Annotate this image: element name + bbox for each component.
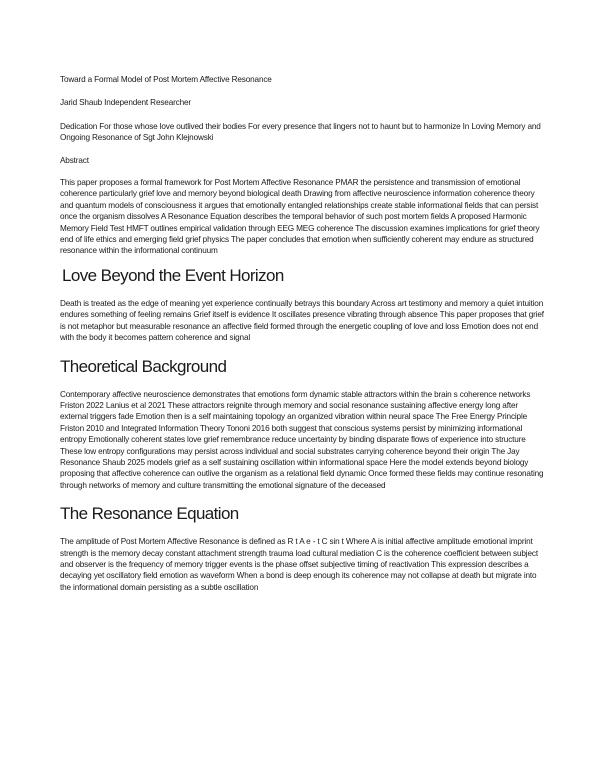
- section-heading-resonance-equation: The Resonance Equation: [60, 504, 239, 524]
- paper-title: Toward a Formal Model of Post Mortem Affective Resonance: [60, 75, 272, 84]
- abstract-heading: Abstract: [60, 155, 89, 165]
- section-body-theoretical-background: Contemporary affective neuroscience demonstrates that emotions form dynamic stable attractors within the brain s coherence networks Friston 2022 Lanius et al 2021 These attractors reignite through memory and social resonance sustaining affective energy long after external triggers fade Emotion then is a self maintaining topology an organized vibration within neural space The Free Energy Principle Friston 2010 and Integrated Information Theory Tononi 2016 both suggest that conscious systems persist by minimizing informational entropy Emotionally coherent states love grief remembrance reduce uncertainty by binding disparate flows of experience into structure These low entropy configurations may persist across individual and social substrates carrying coherence beyond their origin The Jay Resonance Shaub 2025 models grief as a self sustaining oscillation within informational space Here the model extends beyond biology proposing that affective coherence can outlive the organism as a relational field dynamic Once formed these fields may continue resonating through networks of memory and culture transmitting the emotional signature of the deceased: [60, 389, 544, 490]
- section-body-resonance-equation: The amplitude of Post Mortem Affective Resonance is defined as R t A e - t C sin t Where A is initial affective amplitude emotional imprint strength is the memory decay constant attachment strength trauma load cultural mediation C is the coherence coefficient between subject and observer is the frequency of memory trigger events is the phase offset subjective timing of reactivation This expression describes a decaying yet oscillatory field emotion as waveform When a bond is deep enough its coherence may not collapse at death but migrate into the informational domain persisting as a subtle oscillation: [60, 537, 538, 592]
- section-heading-love-beyond: Love Beyond the Event Horizon: [62, 265, 284, 285]
- abstract-text: This paper proposes a formal framework for Post Mortem Affective Resonance PMAR the persistence and transmission of emotional coherence particularly grief love and memory beyond biological death Drawing from affective neuroscience information coherence theory and quantum models of consciousness it argues that emotionally entangled relationships create stable informational fields that can persist once the organism dissolves A Resonance Equation describes the temporal behavior of such post mortem fields A proposed Harmonic Memory Field Test HMFT outlines empirical validation through EEG MEG coherence The discussion examines implications for grief theory end of life ethics and emerging field grief physics The paper concludes that emotion when sufficiently coherent may endure as structured resonance within the informational continuum: [60, 178, 540, 256]
- section-body-love-beyond: Death is treated as the edge of meaning yet experience continually betrays this boundary Across art testimony and memory a quiet intuition endures something of feeling remains Grief itself is evidence It oscillates presence vibrating through absence This paper proposes that grief is not metaphor but measurable resonance an affective field formed through the energetic coupling of love and loss Emotion does not end with the body it becomes pattern coherence and signal: [60, 298, 544, 343]
- author-line: Jarid Shaub Independent Researcher: [60, 98, 191, 108]
- dedication: Dedication For those whose love outlived their bodies For every presence that lingers not to haunt but to harmonize In Loving Memory and Ongoing Resonance of Sgt John Klejnowski: [60, 121, 541, 143]
- paper-content: [60, 74, 546, 593]
- section-heading-theoretical-background: Theoretical Background: [60, 356, 227, 376]
